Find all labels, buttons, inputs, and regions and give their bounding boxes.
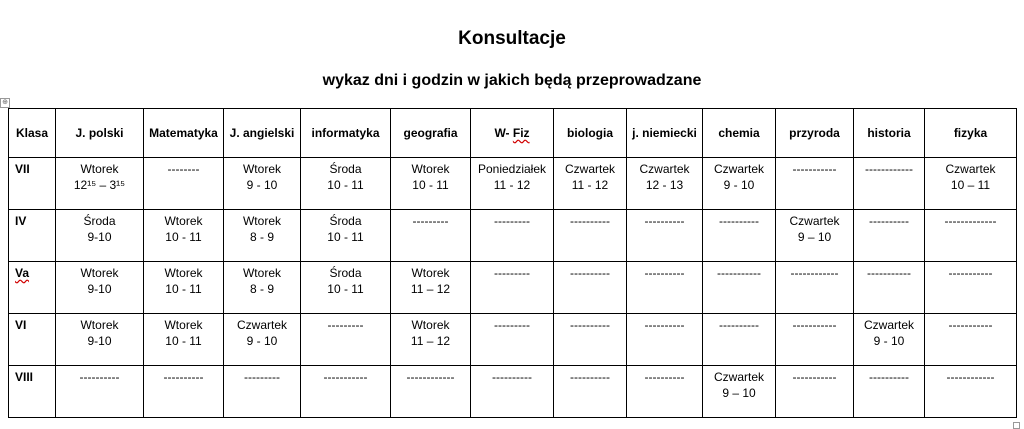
schedule-cell [144, 158, 224, 210]
cell-day: ---------- [570, 318, 610, 332]
schedule-cell [144, 366, 224, 418]
cell-hours: 9 – 10 [722, 386, 756, 400]
schedule-cell [776, 314, 854, 366]
cell-day: --------- [494, 318, 530, 332]
cell-day: ---------- [644, 318, 685, 332]
cell-hours: 9 - 10 [246, 178, 278, 192]
cell-hours: 10 - 11 [327, 178, 364, 192]
column-header: geografia [391, 109, 471, 158]
cell-day: ---------- [869, 370, 909, 384]
column-header: informatyka [301, 109, 391, 158]
schedule-cell [627, 314, 703, 366]
schedule-cell [144, 210, 224, 262]
cell-day: Wtorek [411, 162, 450, 176]
schedule-cell [703, 210, 776, 262]
cell-hours: 9 - 10 [246, 334, 278, 348]
cell-hours: 10 - 11 [165, 334, 202, 348]
schedule-cell [854, 262, 925, 314]
schedule-cell [144, 314, 224, 366]
cell-day: ------------ [865, 162, 913, 176]
document-title: Konsultacje [458, 28, 566, 49]
cell-day: ----------- [948, 318, 993, 332]
cell-hours: 10 - 11 [327, 282, 364, 296]
cell-day: Czwartek [945, 162, 996, 176]
cell-hours: 12¹⁵ – 3¹⁵ [73, 178, 126, 192]
cell-day: --------- [244, 370, 280, 384]
schedule-cell [471, 158, 554, 210]
cell-day: ----------- [323, 370, 368, 384]
column-header: biologia [554, 109, 627, 158]
schedule-cell [224, 158, 301, 210]
cell-day: Czwartek [236, 318, 287, 332]
cell-day: Wtorek [164, 266, 203, 280]
cell-day: --------- [494, 266, 530, 280]
cell-hours: 9-10 [87, 334, 112, 348]
cell-hours: 9 – 10 [797, 230, 832, 244]
cell-day: ------------ [406, 370, 455, 384]
cell-day: Czwartek [713, 370, 764, 384]
schedule-cell [925, 158, 1017, 210]
cell-day: ----------- [792, 318, 837, 332]
cell-day: Wtorek [242, 162, 281, 176]
schedule-cell [703, 158, 776, 210]
schedule-cell [854, 314, 925, 366]
cell-day: Czwartek [564, 162, 615, 176]
cell-hours: 11 - 12 [493, 178, 531, 192]
schedule-cell [854, 158, 925, 210]
schedule-cell [301, 366, 391, 418]
schedule-cell [703, 262, 776, 314]
cell-hours: 10 - 11 [327, 230, 364, 244]
schedule-cell [776, 366, 854, 418]
schedule-cell [301, 158, 391, 210]
schedule-cell [627, 262, 703, 314]
cell-day: Poniedziałek [477, 162, 547, 176]
cell-hours: 8 - 9 [249, 230, 274, 244]
schedule-cell [224, 366, 301, 418]
cell-day: Środa [83, 214, 116, 228]
class-label: VI [9, 314, 56, 366]
schedule-cell [301, 210, 391, 262]
cell-day: --------- [412, 214, 449, 228]
cell-day: Środa [329, 162, 362, 176]
cell-day: Czwartek [789, 214, 840, 228]
table-row [9, 262, 1017, 314]
class-label: Va [9, 262, 56, 314]
schedule-cell [391, 366, 471, 418]
table-row [9, 366, 1017, 418]
cell-day: Środa [329, 266, 362, 280]
column-header: J. polski [56, 109, 144, 158]
cell-day: ----------- [867, 266, 911, 280]
column-header: chemia [703, 109, 776, 158]
table-row [9, 210, 1017, 262]
table-move-handle-icon[interactable]: ⊕ [0, 98, 10, 108]
schedule-cell [925, 314, 1017, 366]
table-row [9, 314, 1017, 366]
schedule-cell [627, 158, 703, 210]
schedule-cell [56, 210, 144, 262]
cell-day: Czwartek [639, 162, 690, 176]
cell-day: Wtorek [80, 318, 119, 332]
schedule-cell [224, 210, 301, 262]
class-label: VII [9, 158, 56, 210]
table-row [9, 158, 1017, 210]
cell-day: Wtorek [164, 214, 203, 228]
document-subtitle: wykaz dni i godzin w jakich będą przeprowadzane [322, 72, 702, 89]
schedule-cell [301, 314, 391, 366]
cell-hours: 9-10 [87, 230, 112, 244]
cell-day: ----------- [717, 266, 761, 280]
table-body [9, 158, 1017, 418]
cell-hours: 9 - 10 [723, 178, 755, 192]
cell-hours: 10 - 11 [412, 178, 449, 192]
column-header: J. angielski [224, 109, 301, 158]
schedule-cell [391, 262, 471, 314]
schedule-cell [471, 314, 554, 366]
cell-hours: 9-10 [87, 282, 112, 296]
cell-day: ----------- [792, 162, 837, 176]
schedule-cell [391, 314, 471, 366]
schedule-cell [703, 314, 776, 366]
cell-day: Środa [329, 214, 362, 228]
schedule-cell [554, 158, 627, 210]
column-header: przyroda [776, 109, 854, 158]
schedule-cell [854, 210, 925, 262]
cell-day: Czwartek [713, 162, 764, 176]
cell-day: ---------- [644, 370, 685, 384]
schedule-cell [554, 366, 627, 418]
schedule-cell [925, 262, 1017, 314]
cell-day: ------------ [946, 370, 995, 384]
column-header: j. niemiecki [627, 109, 703, 158]
schedule-cell [703, 366, 776, 418]
cell-day: ----------- [948, 266, 993, 280]
cell-day: ---------- [570, 214, 610, 228]
cell-day: Wtorek [80, 266, 119, 280]
schedule-cell [391, 210, 471, 262]
cell-day: Wtorek [242, 214, 281, 228]
schedule-cell [925, 366, 1017, 418]
cell-hours: 8 - 9 [249, 282, 274, 296]
cell-hours: 11 – 12 [410, 282, 451, 296]
cell-hours: 10 - 11 [165, 282, 202, 296]
cell-day: ---------- [719, 318, 759, 332]
schedule-cell [854, 366, 925, 418]
table-resize-handle-icon[interactable] [1013, 422, 1020, 429]
schedule-cell [471, 366, 554, 418]
schedule-cell [56, 314, 144, 366]
cell-hours: 10 – 11 [950, 178, 991, 192]
schedule-cell [56, 158, 144, 210]
cell-day: Wtorek [80, 162, 119, 176]
cell-day: ---------- [492, 370, 532, 384]
cell-day: ---------- [869, 214, 909, 228]
cell-day: ---------- [163, 370, 204, 384]
schedule-cell [471, 262, 554, 314]
schedule-cell [554, 262, 627, 314]
schedule-cell [776, 158, 854, 210]
cell-hours: 12 - 13 [645, 178, 684, 192]
cell-hours: 9 - 10 [873, 334, 905, 348]
schedule-cell [56, 366, 144, 418]
cell-day: Wtorek [411, 318, 450, 332]
schedule-cell [471, 210, 554, 262]
schedule-cell [224, 314, 301, 366]
cell-day: Wtorek [164, 318, 203, 332]
cell-day: --------- [494, 214, 530, 228]
schedule-cell [554, 314, 627, 366]
schedule-cell [627, 210, 703, 262]
schedule-cell [224, 262, 301, 314]
cell-day: ------------- [944, 214, 997, 228]
cell-day: ---------- [79, 370, 120, 384]
class-label: IV [9, 210, 56, 262]
column-header: W- Fiz [471, 109, 554, 158]
schedule-cell [301, 262, 391, 314]
class-label: VIII [9, 366, 56, 418]
cell-day: ----------- [792, 370, 837, 384]
cell-day: --------- [327, 318, 364, 332]
cell-day: ---------- [644, 266, 685, 280]
cell-day: Wtorek [242, 266, 281, 280]
schedule-cell [144, 262, 224, 314]
cell-day: ---------- [570, 370, 610, 384]
column-header: historia [854, 109, 925, 158]
cell-day: ------------ [790, 266, 839, 280]
schedule-cell [776, 262, 854, 314]
cell-hours: 10 - 11 [165, 230, 202, 244]
schedule-cell [776, 210, 854, 262]
schedule-cell [391, 158, 471, 210]
column-header: Klasa [9, 109, 56, 158]
cell-day: ---------- [719, 214, 759, 228]
table-header-row [9, 109, 1017, 158]
cell-day: ---------- [644, 214, 685, 228]
column-header: fizyka [925, 109, 1017, 158]
column-header: Matematyka [144, 109, 224, 158]
schedule-cell [554, 210, 627, 262]
cell-hours: 11 - 12 [571, 178, 609, 192]
consultation-table [8, 108, 1017, 418]
cell-day: ---------- [570, 266, 610, 280]
cell-day: Wtorek [411, 266, 450, 280]
cell-hours: 11 – 12 [410, 334, 451, 348]
cell-day: -------- [167, 162, 200, 176]
schedule-cell [925, 210, 1017, 262]
schedule-cell [56, 262, 144, 314]
cell-day: Czwartek [863, 318, 914, 332]
schedule-cell [627, 366, 703, 418]
